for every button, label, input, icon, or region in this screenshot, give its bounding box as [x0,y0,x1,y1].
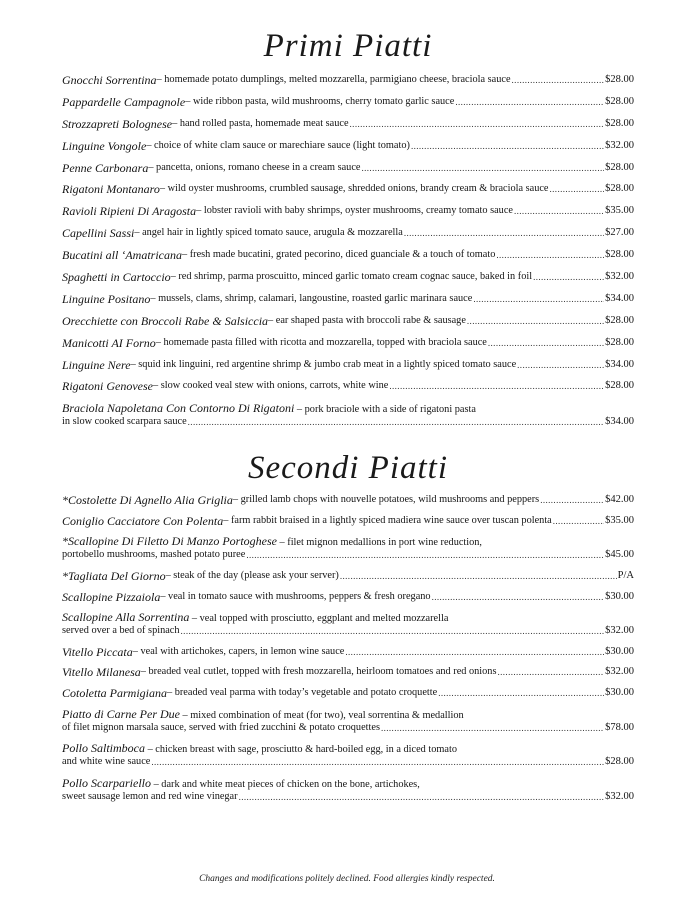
menu-item [62,611,634,637]
dish-name: Orecchiette con Broccoli Rabe & Salsiccia [62,313,269,328]
menu-item [62,205,634,217]
dish-name: Pappardelle Campagnole [62,94,186,109]
menu-item-line [62,249,634,261]
dish-name: Manicotti AI Forno [62,335,156,350]
dish-price: $27.00 [605,227,634,239]
dish-description: – lobster ravioli with baby shrimps, oyster mushrooms, creamy tomato sauce [196,205,513,217]
dish-description: – homemade potato dumplings, melted mozzarella, parmigiano cheese, braciola sauce [156,74,511,85]
dish-description-continued: portobello mushrooms, mashed potato puree [62,549,246,561]
menu-item-line [62,515,634,527]
menu-item-line [62,140,634,152]
menu-item [62,162,634,174]
menu-item-first-line [62,708,634,722]
dish-price: $35.00 [605,205,634,217]
menu-item-price-line [62,625,634,637]
dot-leader [188,416,604,428]
menu-item [62,337,634,349]
dish-name: Pollo Saltimboca [62,742,145,756]
dish-name: Bucatini all ‘Amatricana [62,248,182,263]
dish-price: $35.00 [605,514,634,526]
dish-name: Pollo Scarpariello [62,776,151,790]
menu-item [62,96,634,108]
dish-name: Cotoletta Parmigiana [62,686,167,700]
menu-item [62,249,634,261]
dot-leader [181,625,605,637]
menu-item [62,535,634,561]
menu-item-line [62,315,634,327]
dish-description: – wide ribbon pasta, wild mushrooms, cherry tomato garlic sauce [185,95,455,107]
menu-item [62,140,634,152]
dish-description: – veal with artichokes, capers, in lemon wine sauce [132,645,345,657]
dish-description: – hand rolled pasta, homemade meat sauce [172,117,349,129]
dish-price: $28.00 [605,249,634,261]
dish-name: Piatto di Carne Per Due [62,707,180,721]
footer-note: Changes and modifications politely declined. Food allergies kindly respected. [199,874,495,884]
menu-item-line [62,205,634,217]
dish-name: Ravioli Ripieni Di Aragosta [62,204,197,219]
dish-name: Rigatoni Montanaro [62,182,160,197]
dish-name: Spaghetti in Cartoccio [62,270,171,285]
dish-description: – grilled lamb chops with nouvelle potatoes, wild mushrooms and peppers [232,494,540,506]
dish-description-continued: of filet mignon marsala sauce, served with fried zucchini & potato croquettes [62,721,380,733]
menu-item-line [62,271,634,283]
dish-description: – choice of white clam sauce or marechiare sauce (light tomato) [146,139,410,151]
menu-item [62,74,634,86]
dish-description: – pork braciole with a side of rigatoni pasta [294,404,476,416]
dish-description: – red shrimp, parma proscuitto, minced garlic tomato cream cognac sauce, baked in foil [170,271,533,283]
dot-leader [512,74,605,86]
menu-item [62,515,634,527]
dot-leader [540,494,604,506]
dish-price: $34.00 [605,358,634,370]
dish-price: $30.00 [605,590,634,602]
menu-item [62,271,634,283]
menu-item [62,359,634,371]
dot-leader [497,666,604,678]
menu-item [62,293,634,305]
menu-item [62,646,634,658]
dish-description-continued: served over a bed of spinach [62,625,180,637]
menu-item-first-line [62,611,634,625]
dot-leader [533,271,604,283]
dot-leader [467,315,604,327]
dot-leader [496,249,604,261]
dish-description: – dark and white meat pieces of chicken on the bone, artichokes, [151,778,420,790]
dish-name: *Scallopine Di Filetto Di Manzo Portoghese [62,535,277,549]
dish-description: – homemade pasta filled with ricotta and mozzarella, topped with braciola sauce [155,336,487,348]
dish-name: Linguine Vongole [62,138,147,153]
menu-item [62,380,634,392]
menu-item [62,570,634,582]
dish-name: Gnocchi Sorrentina [62,73,157,87]
dish-name: Strozzapreti Bolognese [62,116,173,131]
dot-leader [350,118,605,130]
dot-leader [381,722,604,734]
menu-item-line [62,666,634,678]
dish-name: Penne Carbonara [62,160,149,175]
dot-leader [517,359,604,371]
menu-item-price-line [62,756,634,768]
menu-item-line [62,591,634,603]
menu-item [62,687,634,699]
dot-leader [473,293,604,305]
menu-item-first-line [62,777,634,791]
dish-description: – mixed combination of meat (for two), veal sorrentina & medallion [179,709,464,721]
dish-description: – veal in tomato sauce with mushrooms, peppers & fresh oregano [160,590,431,602]
menu-item-price-line [62,549,634,561]
dish-name: Braciola Napoletana Con Contorno Di Rigatoni [62,402,295,416]
dish-description: – breaded veal cutlet, topped with fresh mozzarella, heirloom tomatoes and red onions [140,666,497,678]
dish-name: Linguine Positano [62,291,151,306]
primi-piatti-title: Primi Piatti [263,28,433,64]
menu-item-line [62,96,634,108]
dish-description: – chicken breast with sage, prosciutto & hard-boiled egg, in a diced tomato [145,744,457,756]
dish-name: Capellini Sassi [62,226,135,241]
dish-price: $34.00 [605,416,634,428]
menu-item-line [62,227,634,239]
dish-price: P/A [617,570,634,582]
menu-item-line [62,293,634,305]
dish-description: – breaded veal parma with today’s vegetable and potato croquette [167,687,438,698]
primi-piatti-list [62,74,634,428]
dish-price: $28.00 [605,161,634,173]
dish-name: Coniglio Cacciatore Con Polenta [62,513,224,528]
menu-item-line [62,494,634,506]
dish-price: $78.00 [605,721,634,733]
dot-leader [438,687,604,699]
menu-item [62,118,634,130]
menu-item [62,591,634,603]
dish-name: Scallopine Pizzaiola [62,589,161,604]
dish-price: $28.00 [605,117,634,129]
dish-price: $32.00 [605,139,634,151]
dish-name: Vitello Milanesa [62,665,141,680]
dish-description: – fresh made bucatini, grated pecorino, diced guanciale & a touch of tomato [181,249,496,261]
dot-leader [151,756,604,768]
dish-description-continued: and white wine sauce [62,756,151,768]
dish-price: $30.00 [605,645,634,657]
dish-description: – squid ink linguini, red argentine shrimp & jumbo crab meat in a lightly spiced tomato sauce [130,358,517,370]
dot-leader [389,380,604,392]
menu-item-first-line [62,535,634,549]
dish-price: $32.00 [605,271,634,283]
dish-description: – steak of the day (please ask your server) [165,570,339,582]
dish-description: – pancetta, onions, romano cheese in a cream sauce [148,161,361,173]
menu-item [62,666,634,678]
dot-leader [239,791,605,803]
dish-price: $45.00 [605,549,634,561]
menu-item-line [62,183,634,195]
menu-item-line [62,118,634,130]
dot-leader [488,337,604,349]
dish-name: Linguine Nere [62,357,131,372]
dot-leader [411,140,604,152]
dish-name: Rigatoni Genovese [62,379,153,394]
dot-leader [361,162,604,174]
dish-price: $28.00 [605,74,634,85]
dish-price: $28.00 [605,95,634,107]
menu-item-price-line [62,722,634,734]
dot-leader [514,205,604,217]
dish-name: Vitello Piccata [62,644,133,659]
dish-name: *Tagliata Del Giorno [62,569,166,584]
menu-item-price-line [62,791,634,803]
dot-leader [432,591,605,603]
menu-item [62,227,634,239]
menu-item-line [62,687,634,699]
dish-description: – slow cooked veal stew with onions, carrots, white wine [152,380,389,392]
dot-leader [345,646,604,658]
dish-description: – wild oyster mushrooms, crumbled sausage, shredded onions, brandy cream & braciola sauce [159,183,549,195]
menu-item-price-line [62,416,634,428]
dish-description: – angel hair in lightly spiced tomato sauce, arugula & mozzarella [134,227,403,239]
menu-item-line [62,337,634,349]
menu-item-line [62,359,634,371]
menu-item-first-line [62,742,634,756]
menu-item-line [62,74,634,86]
dish-price: $28.00 [605,183,634,195]
menu-item [62,494,634,506]
menu-item-line [62,646,634,658]
menu-item [62,742,634,768]
dish-description: – farm rabbit braised in a lightly spiced madiera wine sauce over tuscan polenta [223,514,552,526]
secondi-piatti-list [62,494,634,803]
menu-item [62,402,634,428]
menu-item-first-line [62,402,634,416]
dish-description: – ear shaped pasta with broccoli rabe & sausage [268,314,466,326]
dot-leader [246,549,604,561]
menu-item [62,708,634,734]
dot-leader [340,570,617,582]
dish-price: $30.00 [605,687,634,698]
dot-leader [404,227,604,239]
dot-leader [550,183,605,195]
dish-name: Scallopine Alla Sorrentina [62,611,190,625]
dish-price: $34.00 [605,292,634,304]
secondi-piatti-title: Secondi Piatti [247,450,449,487]
dish-description: – veal topped with prosciutto, eggplant and melted mozzarella [189,613,449,625]
dot-leader [553,515,604,527]
dish-description-continued: sweet sausage lemon and red wine vinegar [62,790,238,802]
dish-price: $28.00 [605,756,634,768]
dish-description: – mussels, clams, shrimp, calamari, langoustine, roasted garlic marinara sauce [150,292,473,304]
menu-item-line [62,380,634,392]
menu-item [62,315,634,327]
dish-description-continued: in slow cooked scarpara sauce [62,416,187,428]
dish-price: $32.00 [605,790,634,802]
dish-description: – filet mignon medallions in port wine reduction, [276,537,483,549]
dish-price: $32.00 [605,625,634,637]
dot-leader [455,96,604,108]
menu-item-line [62,570,634,582]
dish-price: $28.00 [605,336,634,348]
dish-price: $28.00 [605,314,634,326]
dish-price: $42.00 [605,494,634,506]
dish-name: *Costolette Di Agnello Alia Griglia [62,493,233,508]
menu-item [62,777,634,803]
menu-item [62,183,634,195]
dish-price: $28.00 [605,380,634,392]
dish-price: $32.00 [605,666,634,678]
menu-item-line [62,162,634,174]
